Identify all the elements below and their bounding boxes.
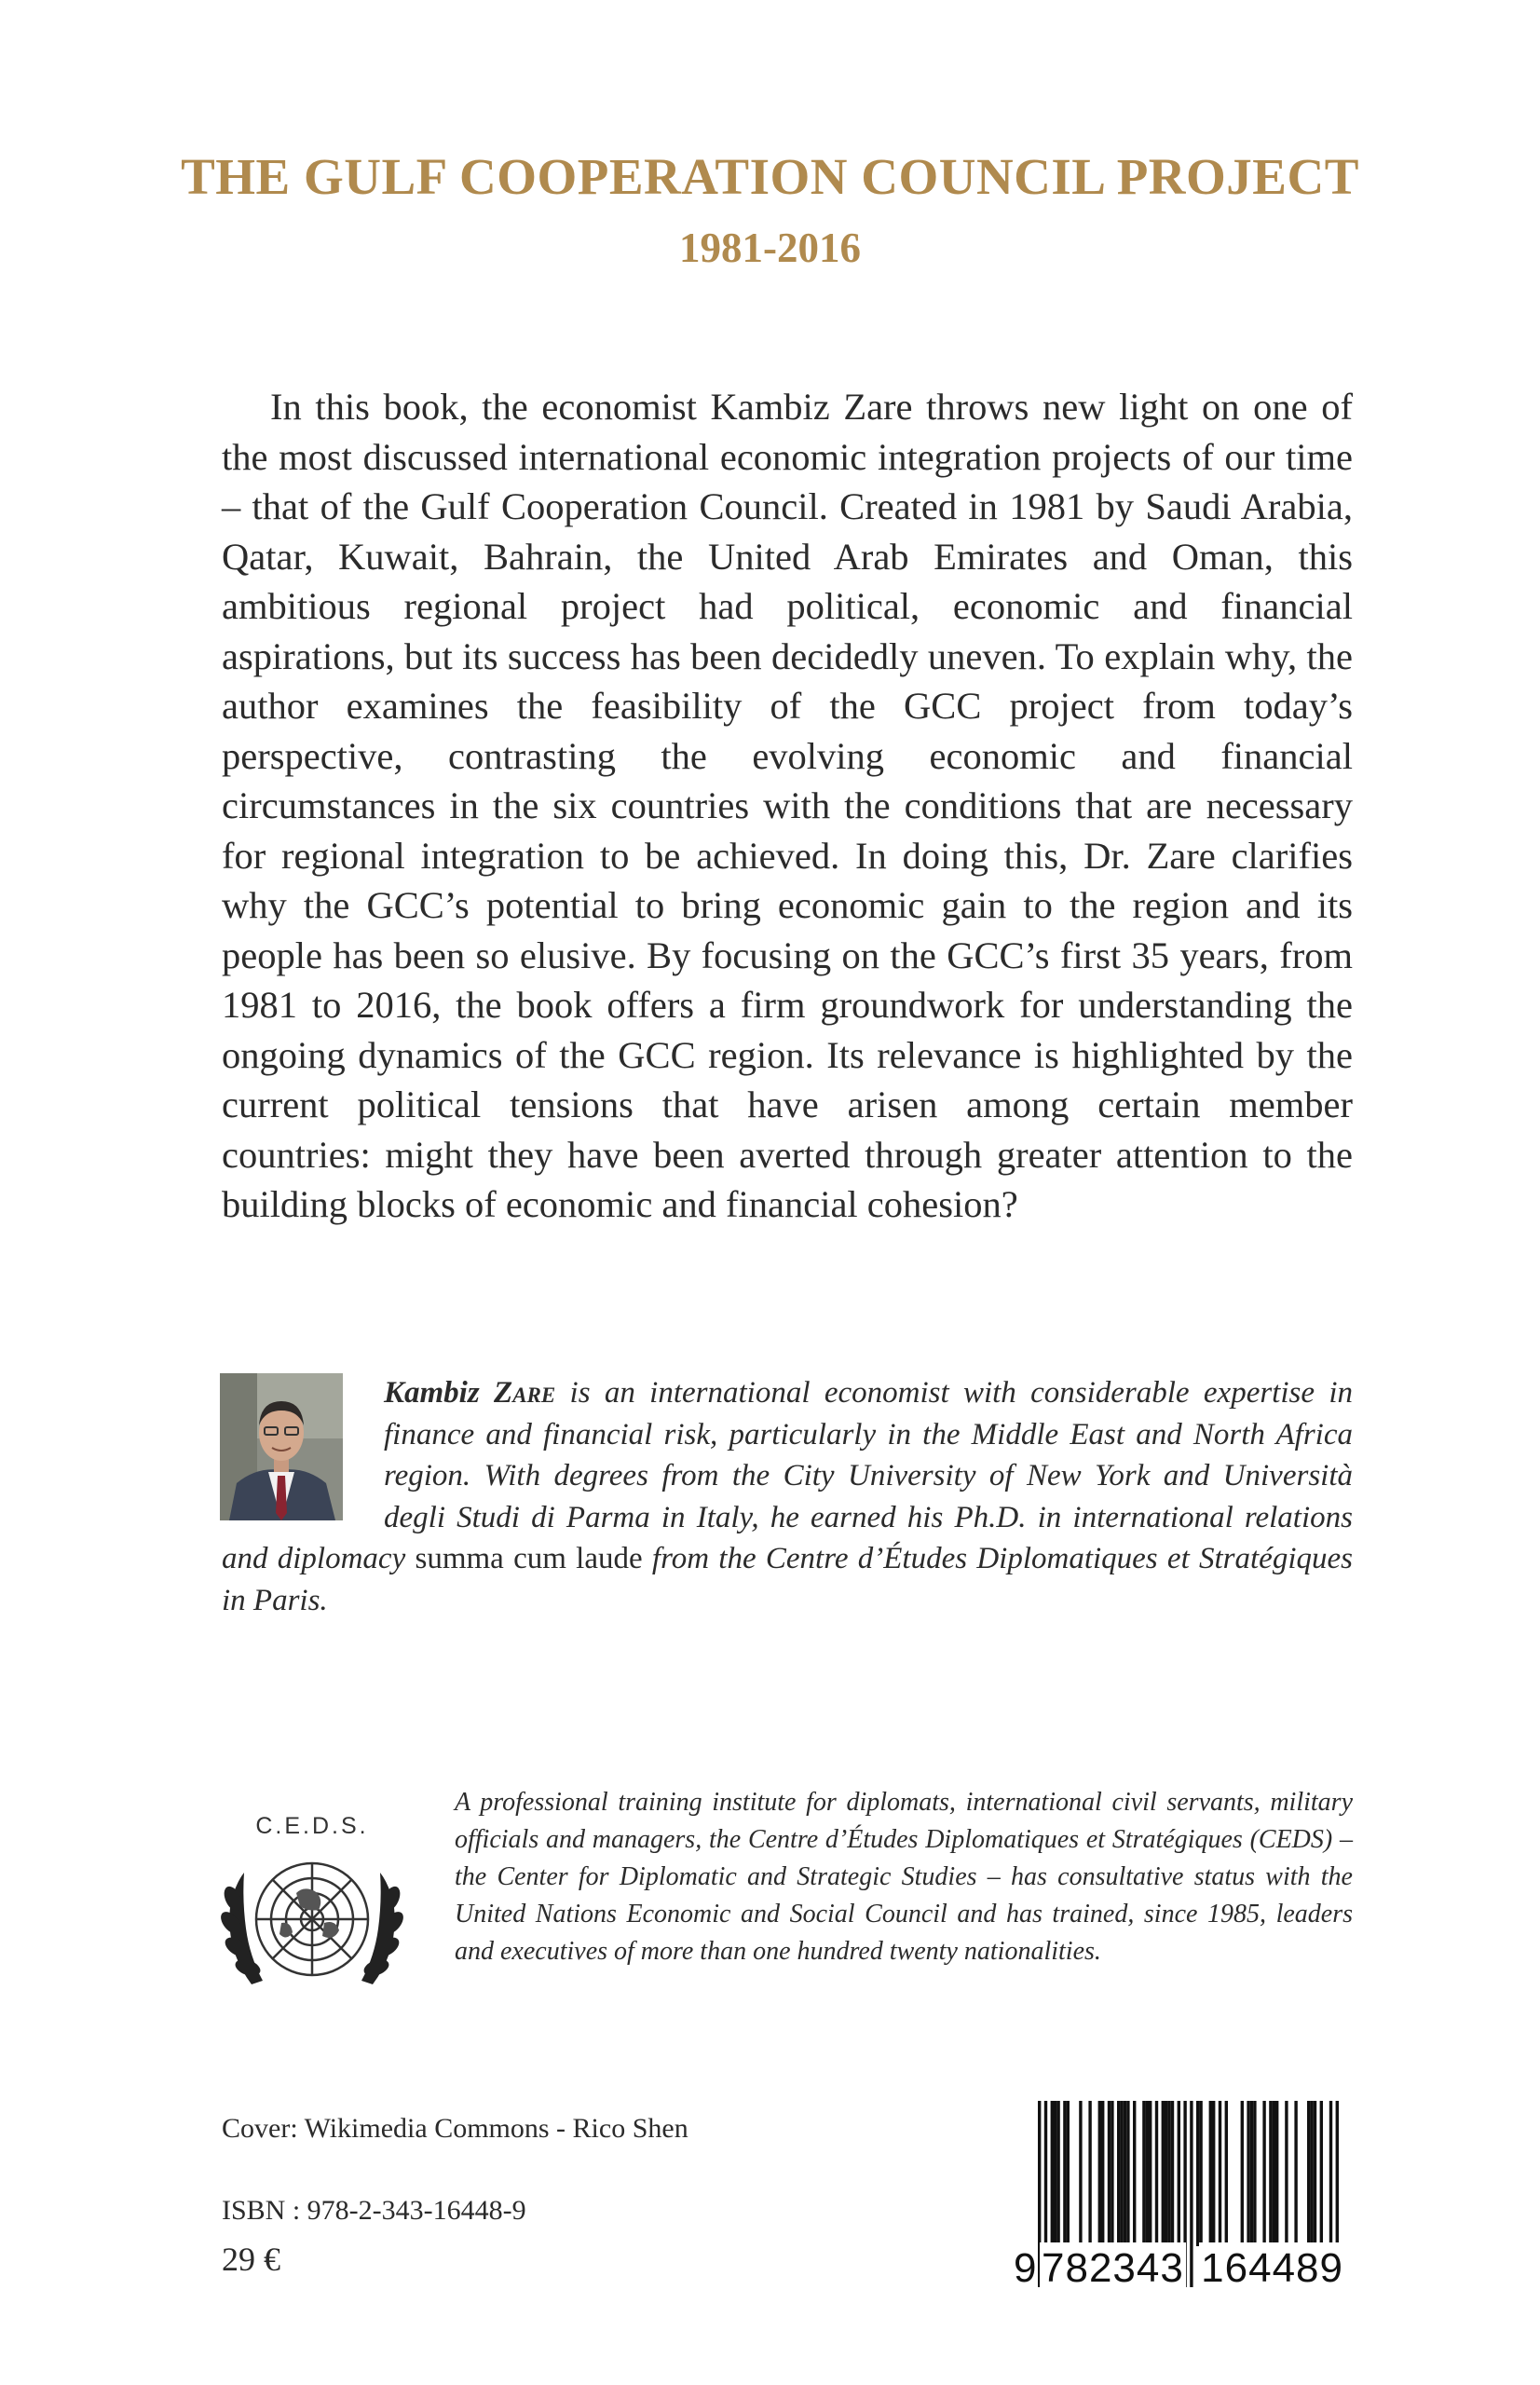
barcode-bar: [1294, 2101, 1297, 2246]
barcode-bar: [1247, 2101, 1249, 2246]
barcode-bar: [1241, 2101, 1244, 2246]
author-bio: [222, 1372, 1353, 1621]
book-years: 1981-2016: [679, 225, 861, 271]
barcode-bar: [1098, 2101, 1101, 2246]
barcode-bar: [1120, 2101, 1123, 2246]
barcode-bar: [1273, 2101, 1275, 2246]
barcode-bar: [1142, 2101, 1145, 2246]
barcode-bar: [1133, 2101, 1136, 2246]
barcode-bar: [1167, 2101, 1170, 2246]
barcode-bar: [1101, 2101, 1104, 2246]
barcode-bar: [1111, 2101, 1113, 2246]
ceds-logo: [214, 1813, 410, 1999]
author-bio-honors: summa cum laude: [415, 1542, 643, 1575]
author-bio-part2: from the Centre d’Études Diplomatiques et Stratégiques in Paris.: [222, 1542, 1353, 1617]
barcode-bar: [1199, 2101, 1202, 2246]
ceds-description: A professional training institute for diplomats, international civil servants, military officials and managers, the Centre d’Études Diplomatiques et Stratégiques (CEDS) – the Center for Diplomatic and Strategic Studies – has consultative status with the United Nations Economic and Social Council and has trained, since 1985, leaders and executives of more than one hundred twenty nationalities.: [455, 1788, 1353, 1966]
barcode-bar: [1196, 2101, 1199, 2246]
barcode-bar: [1275, 2101, 1278, 2246]
barcode-bar: [1178, 2101, 1180, 2246]
author-last-name: Zare: [494, 1376, 556, 1410]
barcode-bar: [1067, 2101, 1070, 2246]
isbn: ISBN : 978-2-343-16448-9: [222, 2195, 526, 2226]
barcode-bar: [1212, 2101, 1215, 2246]
price: 29 €: [222, 2241, 280, 2278]
barcode-bar: [1269, 2101, 1272, 2246]
author-bio-part1: is an international economist with considerable expertise in finance and financial risk, particularly in the Middle East and North Africa region. With degrees from the City University of New York and Università degli Studi di Parma in Italy, he earned his Ph.D. in international relations and diplomacy: [222, 1376, 1353, 1575]
author-first-name: Kambiz: [384, 1376, 480, 1410]
barcode-bar: [1225, 2101, 1228, 2246]
barcode-first-digit: 9: [1014, 2242, 1036, 2295]
barcode-bar: [1285, 2101, 1288, 2246]
barcode-bar: [1165, 2101, 1167, 2246]
barcode-group-1: 782343: [1040, 2242, 1186, 2295]
barcode-bar: [1124, 2101, 1126, 2246]
barcode-bar: [1171, 2101, 1174, 2246]
barcode-bar: [1126, 2101, 1129, 2246]
barcode-bar: [1209, 2101, 1212, 2246]
barcode-bar: [1250, 2101, 1253, 2246]
barcode-bar: [1155, 2101, 1158, 2246]
barcode-bar: [1320, 2101, 1323, 2246]
barcode-bar: [1117, 2101, 1120, 2246]
barcode-bar: [1146, 2101, 1149, 2246]
book-blurb: In this book, the economist Kambiz Zare throws new light on one of the most discussed international economic integration projects of our time – that of the Gulf Cooperation Council. Created in 1981 by Saudi Arabia, Qatar, Kuwait, Bahrain, the United Arab Emirates and Oman, this ambitious regional project had political, economic and financial aspirations, but its success has been decidedly uneven. To explain why, the author examines the feasibility of the GCC project from today’s perspective, contrasting the evolving economic and financial circumstances in the six countries with the conditions that are necessary for regional integration to be achieved. In doing this, Dr. Zare clarifies why the GCC’s potential to bring economic gain to the region and its people has been so elusive. By focusing on the GCC’s first 35 years, from 1981 to 2016, the book offers a firm groundwork for understanding the ongoing dynamics of the GCC region. Its relevance is highlighted by the current political tensions that have arisen among certain member countries: might they have been averted through greater attention to the building blocks of economic and financial cohesion?: [222, 386, 1353, 1225]
barcode-group-2: 164489: [1199, 2242, 1345, 2295]
barcode-bar: [1108, 2101, 1111, 2246]
barcode-bar: [1088, 2101, 1091, 2246]
barcode-bar: [1051, 2101, 1054, 2246]
barcode-bar: [1054, 2101, 1056, 2246]
barcode-bar: [1079, 2101, 1082, 2246]
barcode-bar: [1307, 2101, 1310, 2246]
barcode-digit-groups: [1040, 2242, 1345, 2295]
barcode-bar: [1219, 2101, 1221, 2246]
isbn-barcode: [1008, 2101, 1355, 2302]
barcode-bar: [1253, 2101, 1256, 2246]
ceds-logo-label: C.E.D.S.: [255, 1813, 369, 1839]
barcode-bar: [1162, 2101, 1165, 2246]
barcode-bar: [1149, 2101, 1152, 2246]
photo-spacer: [222, 1372, 384, 1536]
cover-credit: Cover: Wikimedia Commons - Rico Shen: [222, 2113, 688, 2144]
barcode-bar: [1310, 2101, 1313, 2246]
barcode-bar: [1262, 2101, 1265, 2246]
un-emblem-icon: [214, 1845, 410, 2003]
barcode-bar: [1314, 2101, 1316, 2246]
book-title: THE GULF COOPERATION COUNCIL PROJECT: [181, 148, 1359, 205]
barcode-bar: [1056, 2101, 1059, 2246]
barcode-bar: [1063, 2101, 1066, 2246]
